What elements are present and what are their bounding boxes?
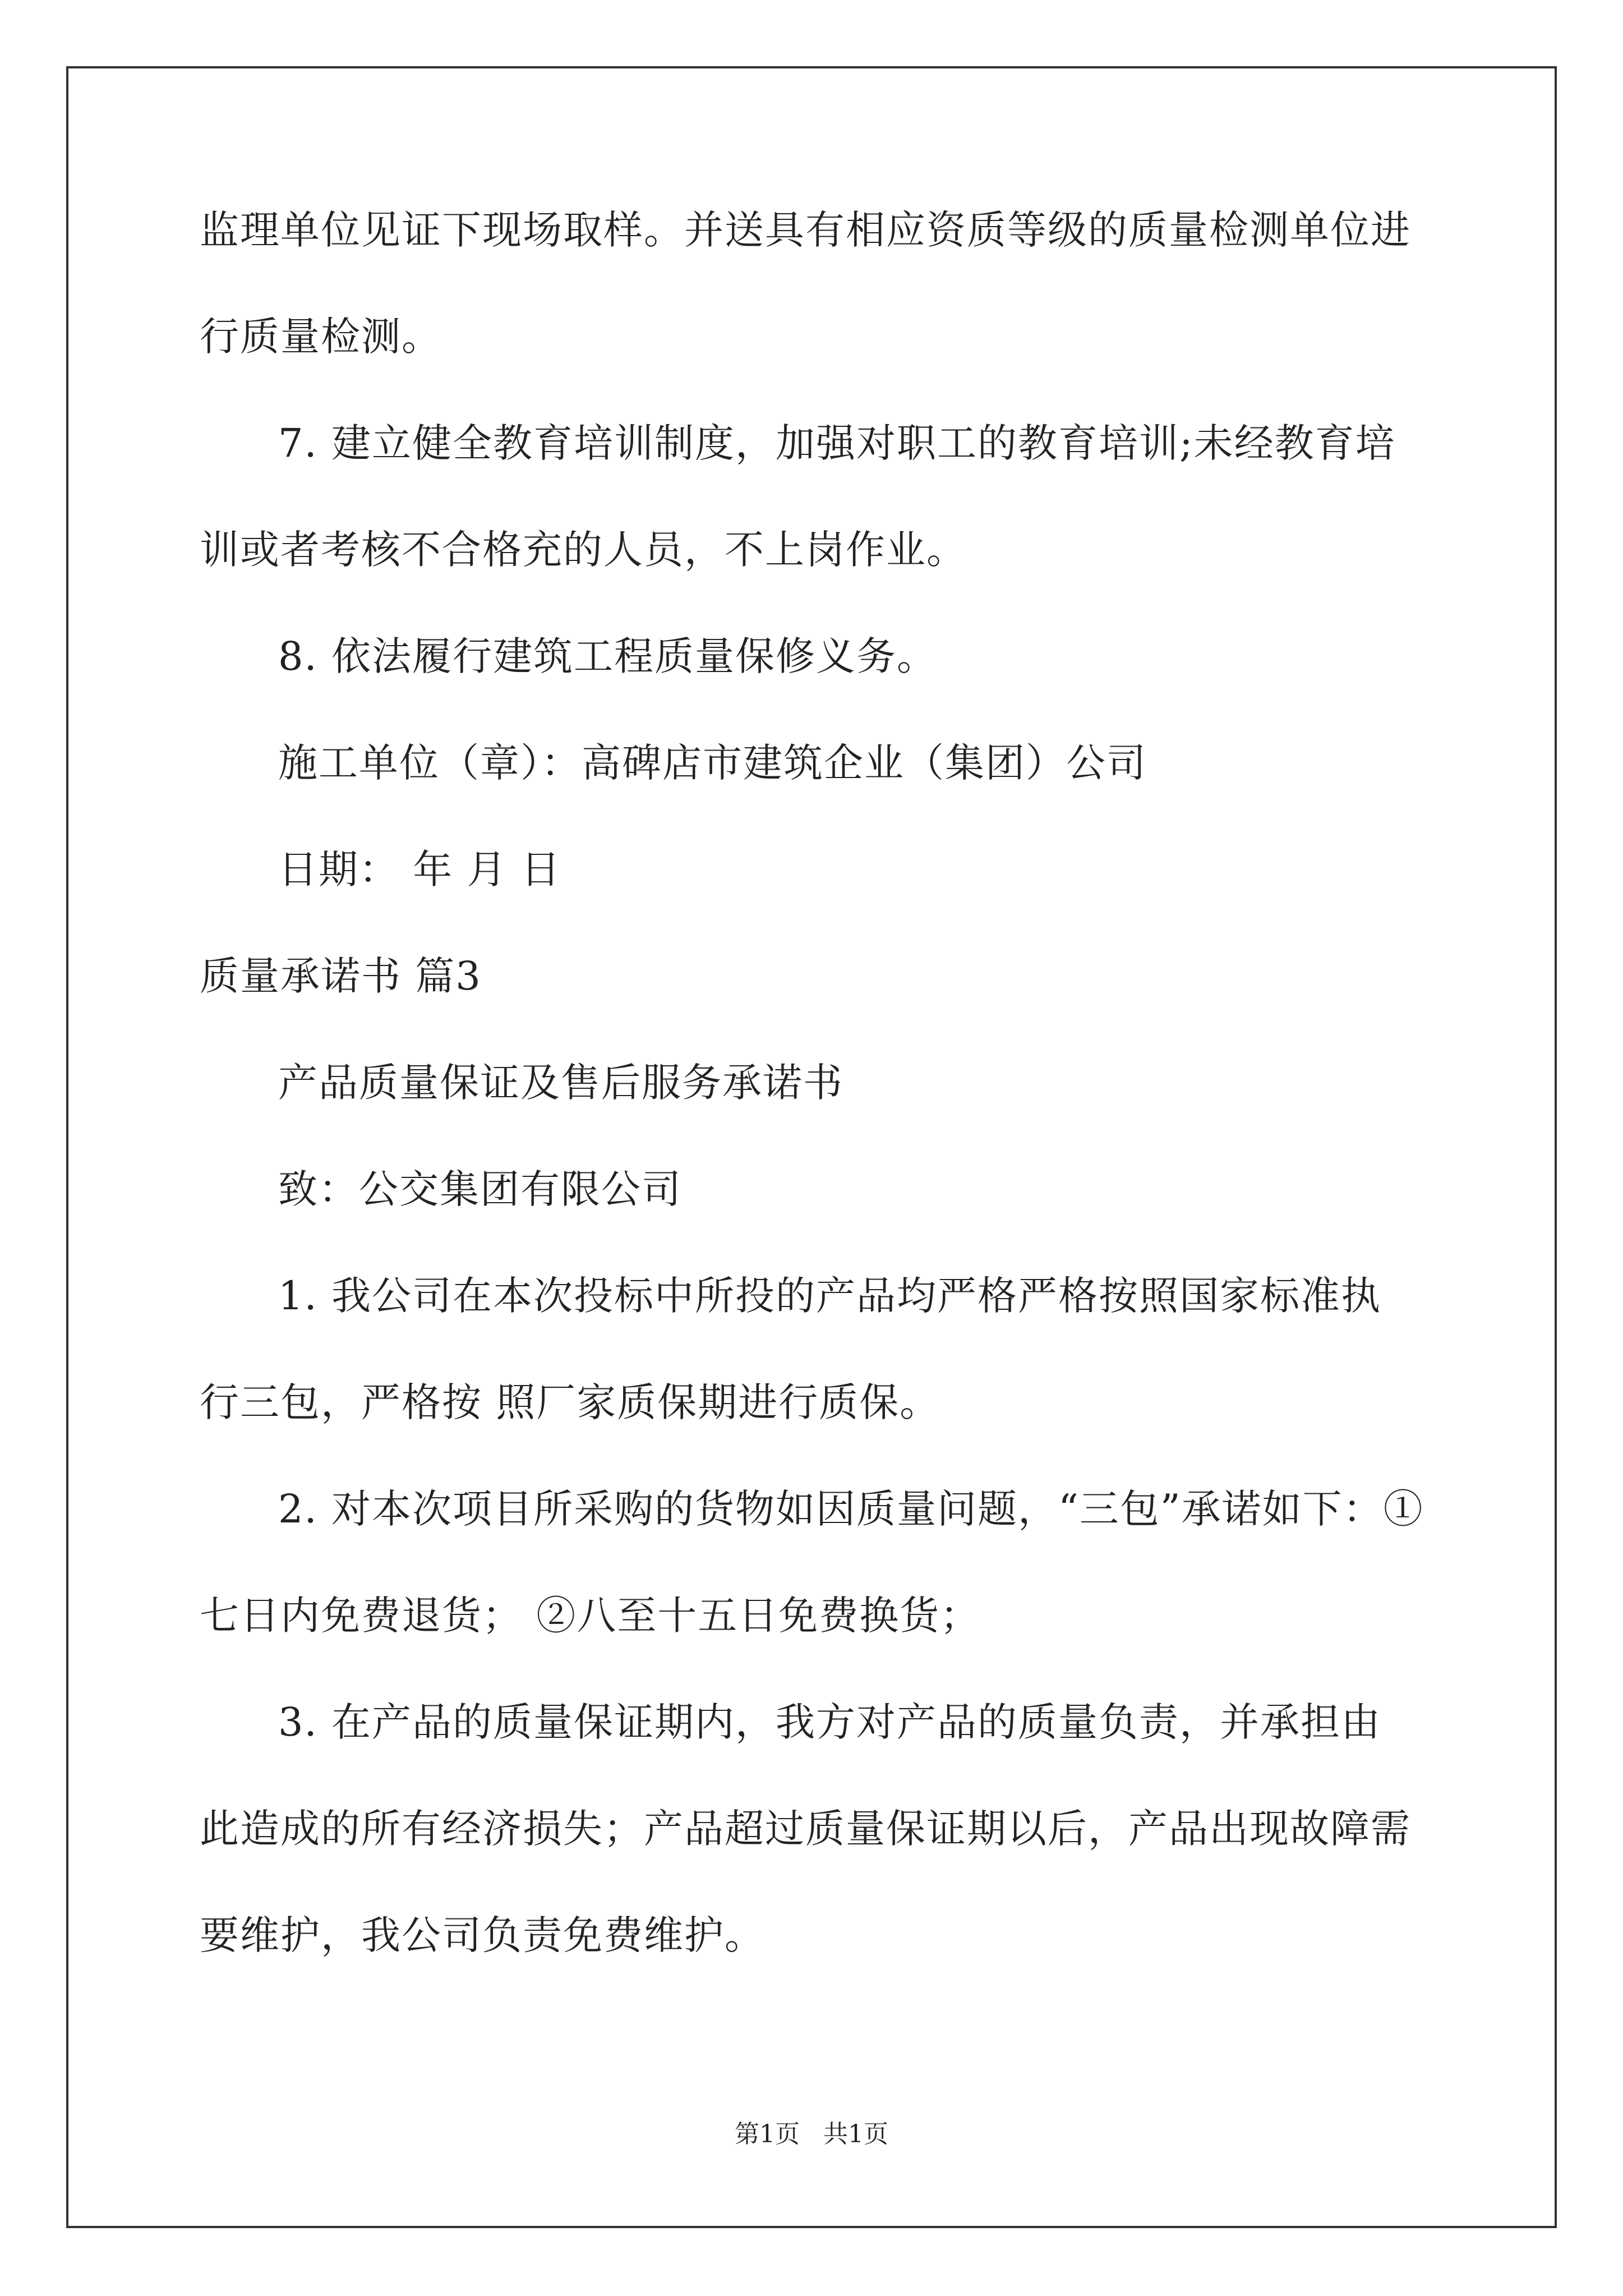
list-item-1: 1. 我公司在本次投标中所投的产品均严格严格按照国家标准执 — [278, 1273, 1382, 1319]
section-heading: 质量承诺书 篇3 — [200, 953, 482, 999]
page-number-current: 第1页 — [735, 2120, 800, 2148]
page-footer — [0, 2118, 1623, 2151]
paragraph-line: 训或者考核不合格充的人员，不上岗作业。 — [200, 527, 967, 573]
addressee: 致：公交集团有限公司 — [278, 1166, 682, 1212]
paragraph-line: 七日内免费退货； ②八至十五日免费换货； — [200, 1593, 981, 1639]
list-item-3: 3. 在产品的质量保证期内，我方对产品的质量负责，并承担由 — [278, 1699, 1382, 1745]
paragraph-line: 行三包，严格按 照厂家质保期进行质保。 — [200, 1379, 940, 1425]
paragraph-line: 行质量检测。 — [200, 314, 442, 360]
page-border — [66, 66, 1557, 2228]
list-item-2: 2. 对本次项目所采购的货物如因质量问题，“三包”承诺如下：① — [278, 1486, 1424, 1532]
list-item-7: 7. 建立健全教育培训制度，加强对职工的教育培训;未经教育培 — [278, 420, 1396, 466]
paragraph-line: 要维护，我公司负责免费维护。 — [200, 1912, 765, 1958]
page-number-total: 共1页 — [823, 2120, 888, 2148]
document-title: 产品质量保证及售后服务承诺书 — [278, 1060, 843, 1106]
list-item-8: 8. 依法履行建筑工程质量保修义务。 — [278, 633, 938, 679]
date-line: 日期： 年 月 日 — [278, 846, 561, 892]
paragraph-line: 此造成的所有经济损失；产品超过质量保证期以后，产品出现故障需 — [200, 1806, 1411, 1852]
signature-unit: 施工单位（章）：高碑店市建筑企业（集团）公司 — [278, 740, 1147, 786]
paragraph-line: 监理单位见证下现场取样。并送具有相应资质等级的质量检测单位进 — [200, 207, 1411, 253]
